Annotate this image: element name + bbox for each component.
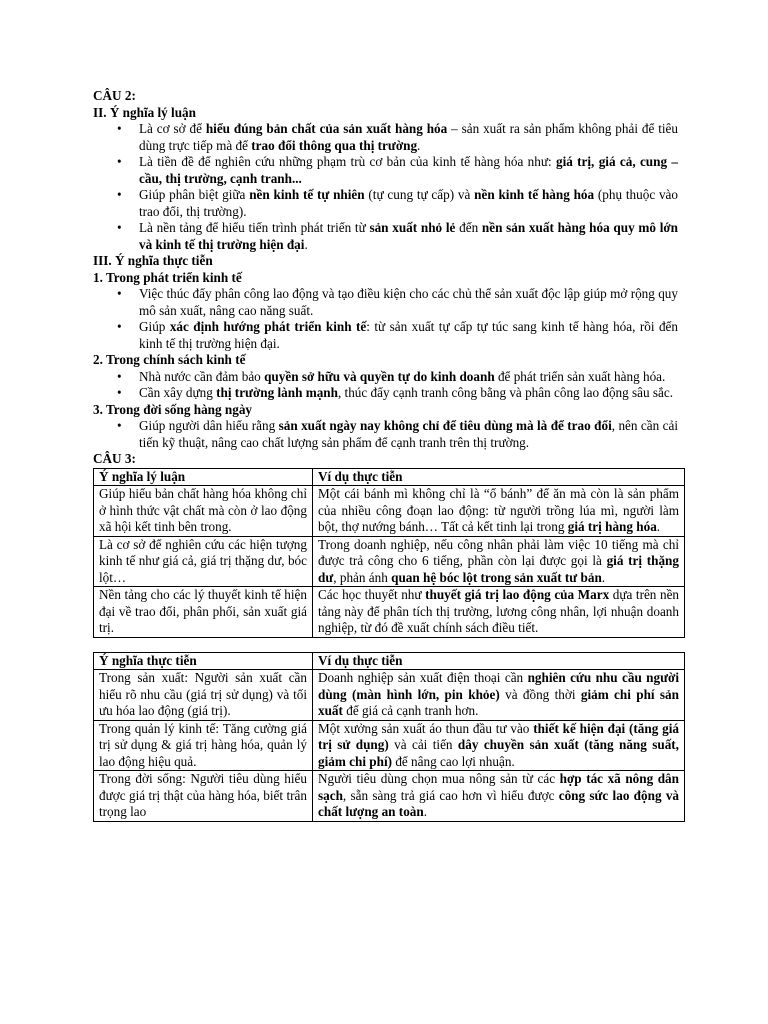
subsection-3-list: [93, 418, 678, 451]
table-row: [94, 536, 685, 587]
subsection-1-list: [93, 286, 678, 352]
list-item: • Giúp phân biệt giữa nền kinh tế tự nhiên (tự cung tự cấp) và nền kinh tế hàng hóa (phụ thuộc vào trao đổi, thị trường).: [139, 187, 678, 220]
list-item: • Cần xây dựng thị trường lành mạnh, thúc đẩy cạnh tranh công bằng và phân công lao động sâu sắc.: [139, 385, 678, 402]
list-item: • Là cơ sở để hiểu đúng bản chất của sản xuất hàng hóa – sản xuất ra sản phẩm không phải để tiêu dùng trực tiếp mà để trao đổi thông qua thị trường.: [139, 121, 678, 154]
theory-table: [93, 468, 685, 638]
table-cell: Một xưởng sản xuất áo thun đầu tư vào thiết kế hiện đại (tăng giá trị sử dụng) và cải tiến dây chuyền sản xuất (tăng năng suất, giảm chi phí) để nâng cao lợi nhuận.: [313, 720, 685, 771]
section-iii-heading: III. Ý nghĩa thực tiễn: [93, 253, 213, 268]
table-cell: Trong sản xuất: Người sản xuất cần hiểu rõ nhu cầu (giá trị sử dụng) và tối ưu hóa lao động (giá trị).: [94, 670, 313, 721]
table-cell: Trong doanh nghiệp, nếu công nhân phải làm việc 10 tiếng mà chỉ được trả công cho 6 tiếng, phần còn lại được gọi là giá trị thặng dư, phản ánh quan hệ bóc lột trong sản xuất tư bản.: [313, 536, 685, 587]
table-header-row: [94, 468, 685, 486]
table-row: [94, 771, 685, 822]
list-item: • Giúp xác định hướng phát triển kinh tế: từ sản xuất tự cấp tự túc sang kinh tế hàng hóa, rồi đến kinh tế thị trường hiện đại.: [139, 319, 678, 352]
table-cell: Trong đời sống: Người tiêu dùng hiểu được giá trị thật của hàng hóa, biết trân trọng lao: [94, 771, 313, 822]
table-cell: Doanh nghiệp sản xuất điện thoại cần nghiên cứu nhu cầu người dùng (màn hình lớn, pin khỏe) và đồng thời giảm chi phí sản xuất để giá cả cạnh tranh hơn.: [313, 670, 685, 721]
table-row: [94, 670, 685, 721]
document-page: [93, 88, 678, 822]
table-cell: Một cái bánh mì không chỉ là “ổ bánh” để ăn mà còn là sản phẩm của nhiều công đoạn lao động: từ người trồng lúa mì, người làm bột, thợ nướng bánh… Tất cả kết tinh lại trong giá trị hàng hóa.: [313, 486, 685, 537]
list-item: • Là nền tảng để hiểu tiến trình phát triển từ sản xuất nhỏ lẻ đến nền sản xuất hàng hóa quy mô lớn và kinh tế thị trường hiện đại.: [139, 220, 678, 253]
subsection-3-heading: 3. Trong đời sống hàng ngày: [93, 401, 253, 417]
practice-table: [93, 652, 685, 822]
table-cell: Giúp hiểu bản chất hàng hóa không chỉ ở hình thức vật chất mà còn ở lao động xã hội kết tinh bên trong.: [94, 486, 313, 537]
column-header: Ví dụ thực tiễn: [313, 468, 685, 486]
section-ii-heading: II. Ý nghĩa lý luận: [93, 104, 196, 120]
cau2-title: CÂU 2:: [93, 88, 136, 103]
list-item: • Việc thúc đẩy phân công lao động và tạo điều kiện cho các chủ thể sản xuất độc lập giúp mở rộng quy mô sản xuất, nâng cao năng suất.: [139, 286, 678, 319]
table-cell: Các học thuyết như thuyết giá trị lao động của Marx dựa trên nền tảng này để phân tích thị trường, lương công nhân, lợi nhuận doanh nghiệp, từ đó đề xuất chính sách điều tiết.: [313, 587, 685, 638]
table-cell: Là cơ sở để nghiên cứu các hiện tượng kinh tế như giá cả, giá trị thặng dư, bóc lột…: [94, 536, 313, 587]
section-ii-list: [93, 121, 678, 253]
column-header: Ý nghĩa thực tiễn: [94, 652, 313, 670]
table-row: [94, 587, 685, 638]
subsection-2-list: [93, 369, 678, 402]
cau3-title: CÂU 3:: [93, 451, 136, 466]
table-cell: Người tiêu dùng chọn mua nông sản từ các hợp tác xã nông dân sạch, sẵn sàng trả giá cao hơn vì hiểu được công sức lao động và chất lượng an toàn.: [313, 771, 685, 822]
table-cell: Trong quản lý kinh tế: Tăng cường giá trị sử dụng & giá trị hàng hóa, quản lý lao động hiệu quả.: [94, 720, 313, 771]
list-item: • Là tiền đề để nghiên cứu những phạm trù cơ bản của kinh tế hàng hóa như: giá trị, giá cả, cung – cầu, thị trường, cạnh tranh...: [139, 154, 678, 187]
table-header-row: [94, 652, 685, 670]
table-row: [94, 720, 685, 771]
table-row: [94, 486, 685, 537]
table-cell: Nền tảng cho các lý thuyết kinh tế hiện đại về trao đổi, phân phối, sản xuất giá trị.: [94, 587, 313, 638]
list-item: • Giúp người dân hiểu rằng sản xuất ngày nay không chỉ để tiêu dùng mà là để trao đổi, nên cần cải tiến kỹ thuật, nâng cao chất lượng sản phẩm để cạnh tranh trên thị trường.: [139, 418, 678, 451]
list-item: • Nhà nước cần đảm bảo quyền sở hữu và quyền tự do kinh doanh để phát triển sản xuất hàng hóa.: [139, 369, 678, 386]
subsection-1-heading: 1. Trong phát triển kinh tế: [93, 269, 242, 285]
column-header: Ví dụ thực tiễn: [313, 652, 685, 670]
subsection-2-heading: 2. Trong chính sách kinh tế: [93, 352, 246, 367]
column-header: Ý nghĩa lý luận: [94, 468, 313, 486]
